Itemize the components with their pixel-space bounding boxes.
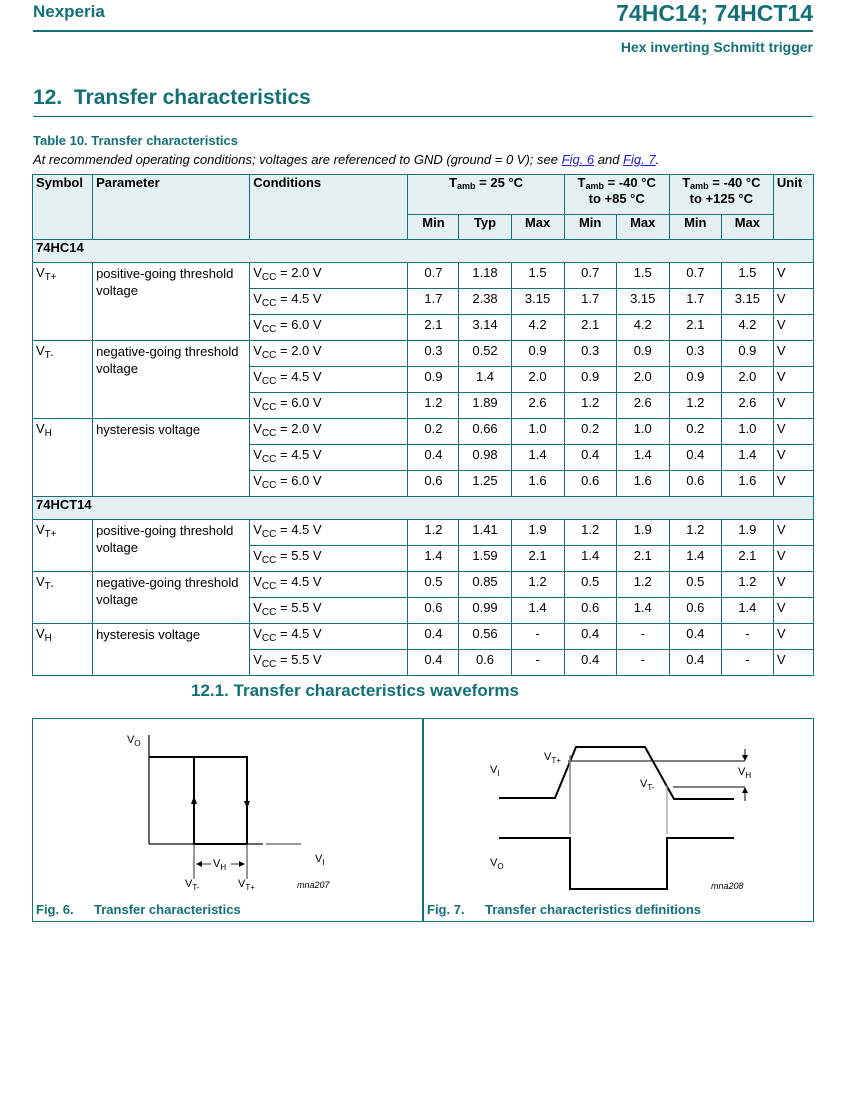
header-tamb-125: $T_{amb} = -40$ °C to +125 °C <box>669 175 773 215</box>
document-subtitle: Hex inverting Schmitt trigger <box>620 39 813 55</box>
value-cell: 0.9 <box>511 341 564 367</box>
brand-name: Nexperia <box>33 2 105 21</box>
value-cell: 4.2 <box>616 315 669 341</box>
value-cell: 0.3 <box>408 341 459 367</box>
value-cell: 2.1 <box>721 546 773 572</box>
symbol-cell: $V_{T+}$ <box>33 263 93 341</box>
value-cell: 1.89 <box>459 393 511 419</box>
value-cell: 2.6 <box>721 393 773 419</box>
value-cell: - <box>616 650 669 676</box>
header-max: Max <box>511 215 564 240</box>
value-cell: 1.4 <box>721 445 773 471</box>
value-cell: 1.9 <box>721 520 773 546</box>
condition-cell: $V_{CC} = 4.5$ V <box>250 520 408 546</box>
parameter-cell: negative-going threshold voltage <box>93 572 250 624</box>
value-cell: 1.4 <box>669 546 721 572</box>
value-cell: 3.15 <box>511 289 564 315</box>
group-name: 74HC14 <box>33 240 814 263</box>
fig6-box <box>32 718 423 922</box>
table-body <box>33 240 814 676</box>
value-cell: 1.18 <box>459 263 511 289</box>
value-cell: 1.2 <box>564 393 616 419</box>
value-cell: 0.6 <box>564 598 616 624</box>
vt-minus-label: $V_{T-}$ <box>185 878 200 892</box>
condition-cell: $V_{CC} = 4.5$ V <box>250 624 408 650</box>
value-cell: 1.25 <box>459 471 511 497</box>
value-cell: 1.5 <box>721 263 773 289</box>
value-cell: 0.9 <box>669 367 721 393</box>
value-cell: 1.4 <box>511 445 564 471</box>
value-cell: 1.2 <box>408 393 459 419</box>
value-cell: 0.6 <box>564 471 616 497</box>
unit-cell: V <box>773 650 813 676</box>
value-cell: 0.5 <box>669 572 721 598</box>
fig7-label: Fig. 7. <box>427 902 465 917</box>
value-cell: 1.4 <box>721 598 773 624</box>
fig7-code: mna208 <box>711 881 744 891</box>
condition-cell: $V_{CC} = 6.0$ V <box>250 393 408 419</box>
value-cell: 0.3 <box>669 341 721 367</box>
symbol-cell: $V_{T-}$ <box>33 572 93 624</box>
value-cell: 0.4 <box>669 650 721 676</box>
value-cell: 1.9 <box>511 520 564 546</box>
header-max: Max <box>721 215 773 240</box>
value-cell: 1.4 <box>616 598 669 624</box>
section-rule <box>33 116 813 117</box>
unit-cell: V <box>773 572 813 598</box>
table-row <box>33 341 814 367</box>
value-cell: 0.9 <box>408 367 459 393</box>
condition-cell: $V_{CC} = 4.5$ V <box>250 445 408 471</box>
table-row <box>33 419 814 445</box>
value-cell: 1.2 <box>511 572 564 598</box>
condition-cell: $V_{CC} = 5.5$ V <box>250 546 408 572</box>
value-cell: 1.2 <box>669 520 721 546</box>
unit-cell: V <box>773 520 813 546</box>
value-cell: 3.14 <box>459 315 511 341</box>
value-cell: 1.7 <box>564 289 616 315</box>
value-cell: 0.2 <box>408 419 459 445</box>
header-conditions: Conditions <box>250 175 408 240</box>
header-min: Min <box>408 215 459 240</box>
table-row <box>33 520 814 546</box>
condition-cell: $V_{CC} = 2.0$ V <box>250 419 408 445</box>
value-cell: 2.1 <box>511 546 564 572</box>
value-cell: 4.2 <box>511 315 564 341</box>
value-cell: 0.56 <box>459 624 511 650</box>
value-cell: 1.4 <box>564 546 616 572</box>
value-cell: 0.98 <box>459 445 511 471</box>
value-cell: 0.6 <box>669 598 721 624</box>
value-cell: - <box>511 624 564 650</box>
fig7-vt-minus-label: $V_{T-}$ <box>640 778 655 792</box>
value-cell: 2.1 <box>616 546 669 572</box>
fig6-caption <box>36 902 241 917</box>
unit-cell: V <box>773 263 813 289</box>
fig6-label: Fig. 6. <box>36 902 74 917</box>
value-cell: 4.2 <box>721 315 773 341</box>
header-tamb-25: $T_{amb} = 25$ °C <box>408 175 564 215</box>
value-cell: - <box>511 650 564 676</box>
value-cell: 0.4 <box>408 650 459 676</box>
value-cell: 2.0 <box>721 367 773 393</box>
symbol-cell: $V_{T+}$ <box>33 520 93 572</box>
value-cell: 0.52 <box>459 341 511 367</box>
fig7-vt-plus-label: $V_{T+}$ <box>544 751 561 765</box>
value-cell: 1.6 <box>511 471 564 497</box>
value-cell: 0.66 <box>459 419 511 445</box>
unit-cell: V <box>773 546 813 572</box>
unit-cell: V <box>773 289 813 315</box>
group-row <box>33 240 814 263</box>
value-cell: 0.2 <box>564 419 616 445</box>
unit-cell: V <box>773 315 813 341</box>
value-cell: 0.4 <box>564 624 616 650</box>
value-cell: 2.0 <box>511 367 564 393</box>
value-cell: 2.0 <box>616 367 669 393</box>
header-tamb-85: $T_{amb} = -40$ °C to +85 °C <box>564 175 669 215</box>
value-cell: 2.1 <box>408 315 459 341</box>
header-min: Min <box>669 215 721 240</box>
condition-cell: $V_{CC} = 5.5$ V <box>250 598 408 624</box>
value-cell: 0.9 <box>616 341 669 367</box>
unit-cell: V <box>773 393 813 419</box>
fig7-box <box>423 718 814 922</box>
symbol-cell: $V_H$ <box>33 624 93 676</box>
fig6-caption-text: Transfer characteristics <box>94 902 241 917</box>
value-cell: 0.7 <box>408 263 459 289</box>
vt-plus-label: $V_{T+}$ <box>238 878 255 892</box>
unit-cell: V <box>773 445 813 471</box>
value-cell: 1.41 <box>459 520 511 546</box>
value-cell: 0.9 <box>721 341 773 367</box>
value-cell: 0.4 <box>564 445 616 471</box>
value-cell: 1.4 <box>408 546 459 572</box>
fig6-link[interactable]: Fig. 6 <box>561 152 595 167</box>
header-symbol: Symbol <box>33 175 93 240</box>
unit-cell: V <box>773 598 813 624</box>
hysteresis-diagram <box>33 719 422 899</box>
note-text: At recommended operating conditions; voltages are referenced to GND (ground = 0 V); see <box>33 152 562 167</box>
fig7-vi-label: $V_I$ <box>490 764 500 778</box>
group-name: 74HCT14 <box>33 497 814 520</box>
unit-cell: V <box>773 367 813 393</box>
table-title: Table 10. Transfer characteristics <box>33 133 238 148</box>
value-cell: 0.4 <box>408 624 459 650</box>
value-cell: 1.9 <box>616 520 669 546</box>
value-cell: - <box>616 624 669 650</box>
table-row <box>33 263 814 289</box>
value-cell: 1.7 <box>669 289 721 315</box>
value-cell: 0.2 <box>669 419 721 445</box>
part-number: 74HC14; 74HCT14 <box>616 0 813 26</box>
header-max: Max <box>616 215 669 240</box>
vi-label: $V_I$ <box>315 853 325 867</box>
value-cell: - <box>721 624 773 650</box>
value-cell: 2.1 <box>669 315 721 341</box>
value-cell: 1.5 <box>511 263 564 289</box>
fig7-caption <box>427 902 701 917</box>
value-cell: 0.6 <box>408 471 459 497</box>
header-parameter: Parameter <box>93 175 250 240</box>
fig7-caption-text: Transfer characteristics definitions <box>485 902 702 917</box>
value-cell: 2.1 <box>564 315 616 341</box>
symbol-cell: $V_H$ <box>33 419 93 497</box>
unit-cell: V <box>773 624 813 650</box>
value-cell: 0.7 <box>669 263 721 289</box>
parameter-cell: hysteresis voltage <box>93 419 250 497</box>
group-row <box>33 497 814 520</box>
value-cell: 1.2 <box>616 572 669 598</box>
value-cell: 0.6 <box>408 598 459 624</box>
value-cell: 1.4 <box>459 367 511 393</box>
parameter-cell: hysteresis voltage <box>93 624 250 676</box>
table-row <box>33 572 814 598</box>
value-cell: 0.5 <box>564 572 616 598</box>
vo-label: $V_O$ <box>127 734 141 748</box>
condition-cell: $V_{CC} = 5.5$ V <box>250 650 408 676</box>
value-cell: 1.6 <box>616 471 669 497</box>
value-cell: 1.0 <box>616 419 669 445</box>
value-cell: 1.2 <box>721 572 773 598</box>
value-cell: 0.85 <box>459 572 511 598</box>
value-cell: 0.99 <box>459 598 511 624</box>
value-cell: 1.7 <box>408 289 459 315</box>
value-cell: - <box>721 650 773 676</box>
fig7-vo-label: $V_O$ <box>490 857 504 871</box>
fig7-link[interactable]: Fig. 7 <box>623 152 656 167</box>
parameter-cell: positive-going threshold voltage <box>93 263 250 341</box>
symbol-cell: $V_{T-}$ <box>33 341 93 419</box>
value-cell: 2.38 <box>459 289 511 315</box>
condition-cell: $V_{CC} = 4.5$ V <box>250 367 408 393</box>
parameter-cell: negative-going threshold voltage <box>93 341 250 419</box>
value-cell: 1.59 <box>459 546 511 572</box>
value-cell: 0.3 <box>564 341 616 367</box>
header-typ: Typ <box>459 215 511 240</box>
parameter-cell: positive-going threshold voltage <box>93 520 250 572</box>
section-number: 12. <box>33 86 63 109</box>
header-unit: Unit <box>773 175 813 240</box>
value-cell: 3.15 <box>721 289 773 315</box>
unit-cell: V <box>773 341 813 367</box>
value-cell: 2.6 <box>616 393 669 419</box>
condition-cell: $V_{CC} = 4.5$ V <box>250 289 408 315</box>
header-min: Min <box>564 215 616 240</box>
value-cell: 1.6 <box>721 471 773 497</box>
section-title <box>33 86 311 110</box>
transfer-characteristics-table <box>32 174 814 676</box>
subsection-title: 12.1. Transfer characteristics waveforms <box>191 681 519 700</box>
condition-cell: $V_{CC} = 6.0$ V <box>250 315 408 341</box>
value-cell: 1.5 <box>616 263 669 289</box>
header-rule <box>33 30 813 32</box>
vh-label: $V_H$ <box>213 858 227 872</box>
fig7-vh-label: $V_H$ <box>738 766 752 780</box>
value-cell: 0.4 <box>669 445 721 471</box>
value-cell: 0.5 <box>408 572 459 598</box>
value-cell: 1.2 <box>669 393 721 419</box>
condition-cell: $V_{CC} = 2.0$ V <box>250 341 408 367</box>
value-cell: 1.2 <box>564 520 616 546</box>
value-cell: 0.6 <box>669 471 721 497</box>
note-text: . <box>655 152 660 167</box>
value-cell: 1.0 <box>721 419 773 445</box>
unit-cell: V <box>773 471 813 497</box>
value-cell: 0.4 <box>669 624 721 650</box>
unit-cell: V <box>773 419 813 445</box>
condition-cell: $V_{CC} = 2.0$ V <box>250 263 408 289</box>
section-title-text: Transfer characteristics <box>73 86 311 109</box>
fig6-code: mna207 <box>297 880 330 890</box>
table-row <box>33 624 814 650</box>
value-cell: 1.0 <box>511 419 564 445</box>
value-cell: 1.4 <box>616 445 669 471</box>
value-cell: 0.9 <box>564 367 616 393</box>
note-text: and <box>594 152 624 167</box>
value-cell: 0.6 <box>459 650 511 676</box>
value-cell: 1.2 <box>408 520 459 546</box>
value-cell: 0.4 <box>408 445 459 471</box>
table-note <box>33 152 659 167</box>
value-cell: 3.15 <box>616 289 669 315</box>
value-cell: 0.4 <box>564 650 616 676</box>
waveform-diagram <box>424 719 813 899</box>
value-cell: 2.6 <box>511 393 564 419</box>
condition-cell: $V_{CC} = 6.0$ V <box>250 471 408 497</box>
value-cell: 1.4 <box>511 598 564 624</box>
value-cell: 0.7 <box>564 263 616 289</box>
condition-cell: $V_{CC} = 4.5$ V <box>250 572 408 598</box>
